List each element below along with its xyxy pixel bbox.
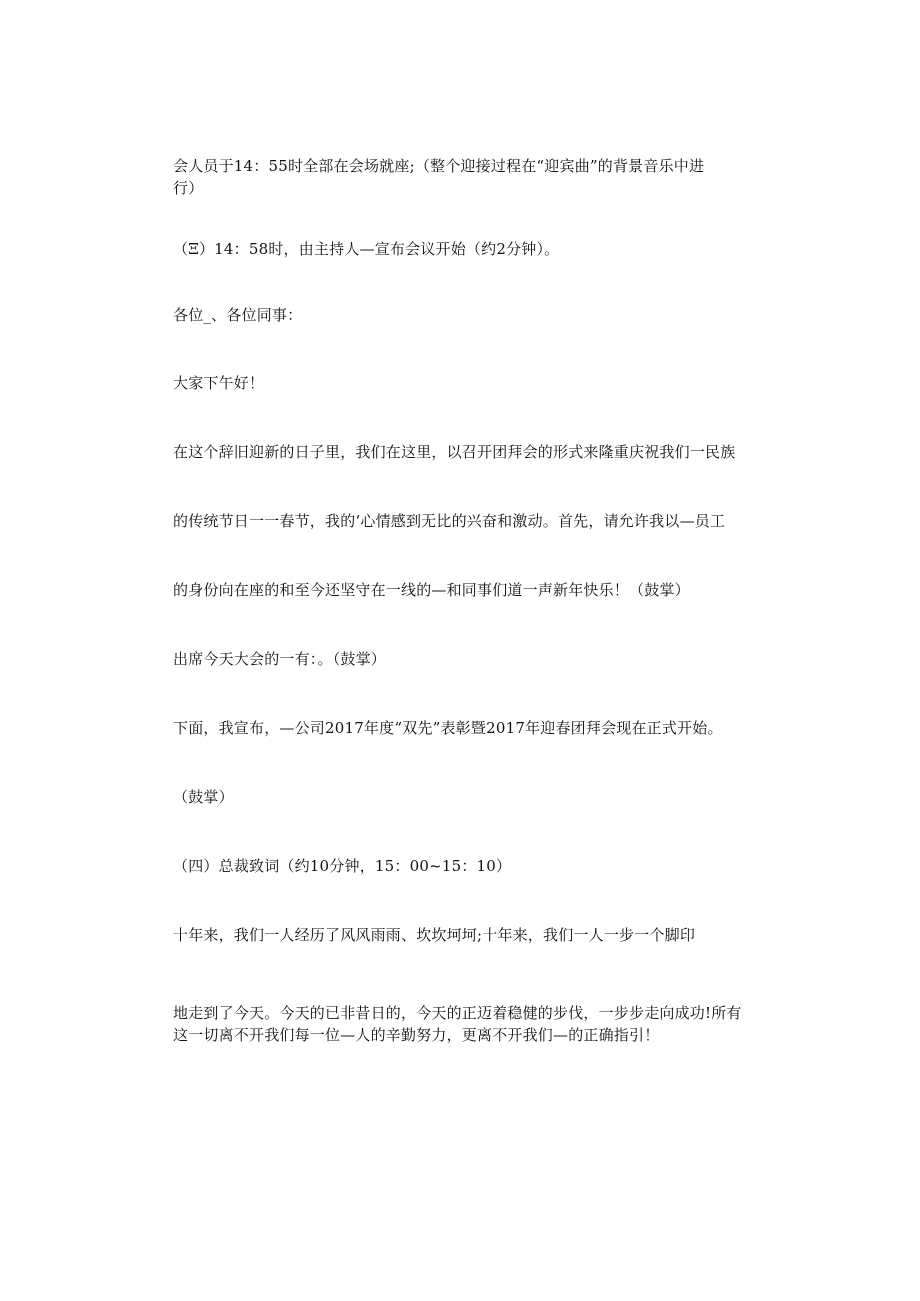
text-line: 下面，我宣布，—公司2017年度“双先”表彰暨2017年迎春团拜会现在正式开始。 — [173, 719, 723, 737]
text-line: 会人员于14：55时全部在会场就座;（整个迎接过程在“迎宾曲”的背景音乐中进 — [173, 157, 705, 175]
text-line: （鼓掌） — [173, 788, 234, 806]
text-line: 出席今天大会的一有：。（鼓掌） — [173, 650, 387, 668]
text-line: 这一切离不开我们每一位—人的辛勤努力，更离不开我们—的正确指引！ — [173, 1026, 660, 1044]
text-line: 行） — [173, 179, 204, 197]
text-line: 的身份向在座的和至今还坚守在一线的—和同事们道一声新年快乐！（鼓掌） — [173, 581, 690, 599]
text-line: 在这个辞旧迎新的日子里，我们在这里，以召开团拜会的形式来隆重庆祝我们一民族 — [173, 443, 736, 461]
text-line: 十年来，我们一人经历了风风雨雨、坎坎坷坷;十年来，我们一人一步一个脚印 — [173, 926, 696, 944]
text-line: 地走到了今天。今天的已非昔日的，今天的正迈着稳健的步伐，一步步走向成功!所有 — [173, 1004, 742, 1022]
text-line: （四）总裁致词（约10分钟，15：00~15：10） — [173, 857, 512, 875]
text-line: 各位_、各位同事： — [173, 306, 303, 324]
text-line: （Ξ）14：58时，由主持人—宣布会议开始（约2分钟）。 — [173, 240, 560, 258]
text-line: 的传统节日一一春节，我的‘心情感到无比的兴奋和激动。首先，请允许我以—员工 — [173, 512, 726, 530]
text-line: 大家下午好！ — [173, 374, 265, 392]
